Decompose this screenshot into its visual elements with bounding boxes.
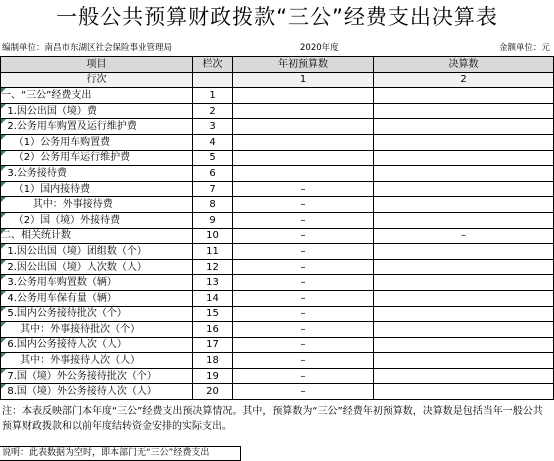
row-index: 4 xyxy=(193,134,233,150)
table-row xyxy=(1,134,554,150)
row-label: （2）公务用车运行维护费 xyxy=(1,150,193,166)
table-row xyxy=(1,119,554,135)
row-label: 1.因公出国（境）费 xyxy=(1,103,193,119)
row-final xyxy=(374,212,554,228)
amount-unit: 金额单位：元 xyxy=(498,43,550,53)
row-final xyxy=(374,197,554,213)
row-final xyxy=(374,181,554,197)
row-label: 5.国内公务接待批次（个） xyxy=(1,306,193,322)
row-label: 6.国内公务接待人次（人） xyxy=(1,337,193,353)
table-row xyxy=(1,306,554,322)
table-row xyxy=(1,384,554,400)
row-index: 19 xyxy=(193,368,233,384)
row-label: 其中：外事接待费 xyxy=(1,197,193,213)
subheader-final-no: 2 xyxy=(374,72,554,88)
table-row xyxy=(1,244,554,260)
row-budget: – xyxy=(233,259,374,275)
table-row xyxy=(1,290,554,306)
row-budget xyxy=(233,103,374,119)
row-final xyxy=(374,244,554,260)
row-label: 二、相关统计数 xyxy=(1,228,193,244)
row-label: 其中：外事接待人次（人） xyxy=(1,353,193,369)
row-index: 16 xyxy=(193,322,233,338)
row-final xyxy=(374,353,554,369)
table-row xyxy=(1,166,554,182)
row-final: – xyxy=(374,228,554,244)
row-budget: – xyxy=(233,322,374,338)
row-index: 10 xyxy=(193,228,233,244)
table-row xyxy=(1,212,554,228)
row-budget: – xyxy=(233,306,374,322)
table-row xyxy=(1,322,554,338)
row-label: 2.因公出国（境）人次数（人） xyxy=(1,259,193,275)
report-year: 2020年度 xyxy=(300,43,339,53)
table-row xyxy=(1,275,554,291)
row-index: 20 xyxy=(193,384,233,400)
header-budget: 年初预算数 xyxy=(233,57,374,73)
table-row xyxy=(1,103,554,119)
row-final xyxy=(374,259,554,275)
subheader-row-label: 行次 xyxy=(1,72,193,88)
row-label: 3.公务接待费 xyxy=(1,166,193,182)
row-budget: – xyxy=(233,368,374,384)
reporting-unit: 编制单位：南昌市东湖区社会保险事业管理局 xyxy=(2,43,173,53)
subheader-row xyxy=(1,72,554,88)
row-budget xyxy=(233,150,374,166)
row-final xyxy=(374,134,554,150)
row-label: 1.因公出国（境）团组数（个） xyxy=(1,244,193,260)
row-label: 4.公务用车保有量（辆） xyxy=(1,290,193,306)
row-label: 一、“三公”经费支出 xyxy=(1,88,193,104)
row-budget: – xyxy=(233,337,374,353)
row-budget: – xyxy=(233,290,374,306)
row-budget: – xyxy=(233,197,374,213)
row-label: 其中：外事接待批次（个） xyxy=(1,322,193,338)
header-row xyxy=(1,57,554,73)
row-label: （1）国内接待费 xyxy=(1,181,193,197)
row-final xyxy=(374,275,554,291)
row-final xyxy=(374,166,554,182)
row-index: 14 xyxy=(193,290,233,306)
table-row xyxy=(1,228,554,244)
row-index: 12 xyxy=(193,259,233,275)
row-index: 3 xyxy=(193,119,233,135)
header-item: 项目 xyxy=(1,57,193,73)
row-index: 18 xyxy=(193,353,233,369)
explanation: 说明：此表数据为空时，即本部门无“三公”经费支出 xyxy=(0,446,241,461)
row-label: 2.公务用车购置及运行维护费 xyxy=(1,119,193,135)
row-index: 17 xyxy=(193,337,233,353)
row-budget xyxy=(233,119,374,135)
subheader-budget-no: 1 xyxy=(233,72,374,88)
row-budget: – xyxy=(233,228,374,244)
row-budget xyxy=(233,88,374,104)
page-title: 一般公共预算财政拨款“三公”经费支出决算表 xyxy=(56,5,498,29)
row-label: （2）国（境）外接待费 xyxy=(1,212,193,228)
row-budget: – xyxy=(233,353,374,369)
table-row xyxy=(1,150,554,166)
row-index: 11 xyxy=(193,244,233,260)
table-row xyxy=(1,337,554,353)
table-row xyxy=(1,353,554,369)
row-budget: – xyxy=(233,244,374,260)
row-final xyxy=(374,103,554,119)
table-row xyxy=(1,197,554,213)
row-final xyxy=(374,368,554,384)
header-final: 决算数 xyxy=(374,57,554,73)
row-budget xyxy=(233,134,374,150)
row-budget: – xyxy=(233,384,374,400)
row-budget: – xyxy=(233,275,374,291)
row-index: 13 xyxy=(193,275,233,291)
row-final xyxy=(374,337,554,353)
expenditure-table xyxy=(0,56,554,400)
row-final xyxy=(374,322,554,338)
row-index: 7 xyxy=(193,181,233,197)
row-budget xyxy=(233,166,374,182)
row-label: 8.国（境）外公务接待人次（人） xyxy=(1,384,193,400)
table-row xyxy=(1,181,554,197)
table-row xyxy=(1,88,554,104)
row-final xyxy=(374,290,554,306)
row-index: 8 xyxy=(193,197,233,213)
row-index: 15 xyxy=(193,306,233,322)
row-label: 3.公务用车购置数（辆） xyxy=(1,275,193,291)
row-index: 6 xyxy=(193,166,233,182)
row-budget: – xyxy=(233,212,374,228)
row-final xyxy=(374,119,554,135)
table-row xyxy=(1,259,554,275)
row-index: 2 xyxy=(193,103,233,119)
row-final xyxy=(374,384,554,400)
table-row xyxy=(1,368,554,384)
row-final xyxy=(374,88,554,104)
row-label: 7.国（境）外公务接待批次（个） xyxy=(1,368,193,384)
row-label: （1）公务用车购置费 xyxy=(1,134,193,150)
row-index: 1 xyxy=(193,88,233,104)
row-budget: – xyxy=(233,181,374,197)
row-final xyxy=(374,150,554,166)
subheader-blank xyxy=(193,72,233,88)
row-index: 9 xyxy=(193,212,233,228)
header-column-no: 栏次 xyxy=(193,57,233,73)
footnote: 注：本表反映部门本年度“三公”经费支出预决算情况。其中，预算数为“三公”经费年初预算数，决算数是包括当年一般公共预算财政拨款和以前年度结转资金安排的实际支出。 xyxy=(2,406,543,432)
row-final xyxy=(374,306,554,322)
row-index: 5 xyxy=(193,150,233,166)
